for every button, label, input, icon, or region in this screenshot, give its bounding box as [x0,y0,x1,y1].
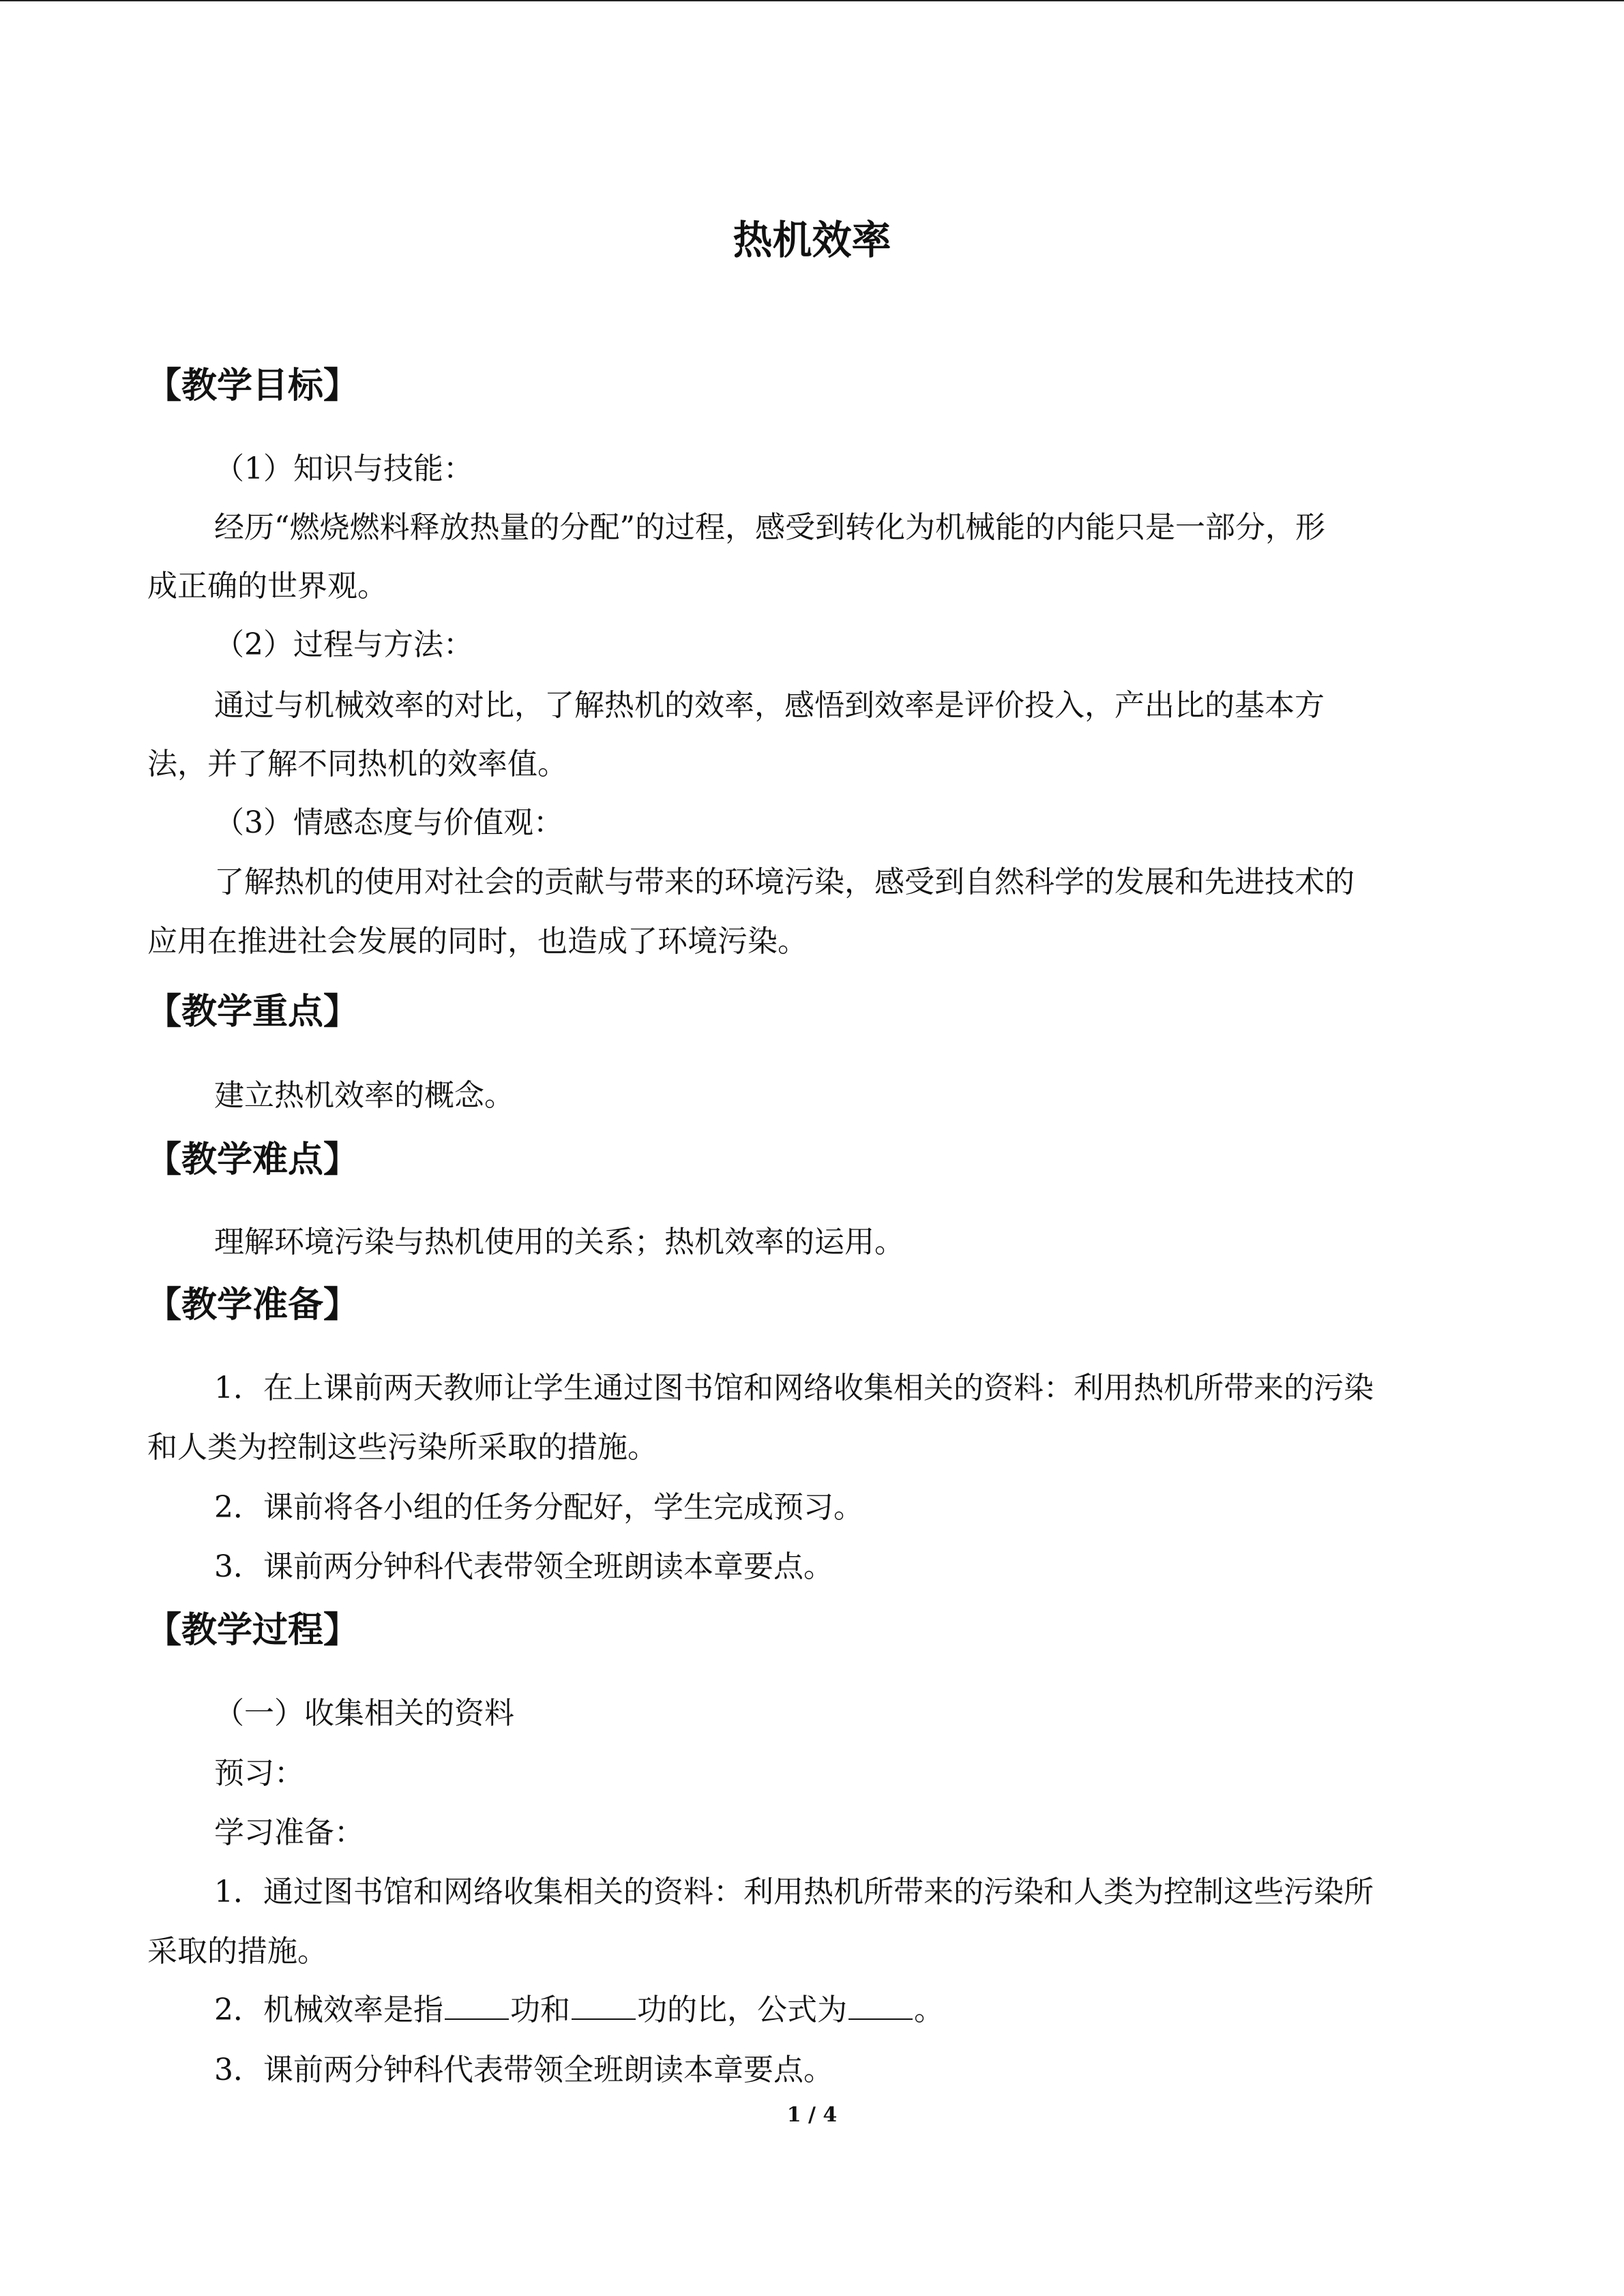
section-heading-process: 【教学过程】 [146,1610,359,1651]
fill-in-blank-3 [848,2018,913,2020]
process-item-2-text-1: 2．机械效率是指 [214,1993,443,2027]
process-item-2-text-3: 功的比，公式为 [637,1993,847,2027]
process-item-1-line-1: 1．通过图书馆和网络收集相关的资料：利用热机所带来的污染和人类为控制这些污染所 [214,1875,1374,1909]
objective-1-text-line-2: 成正确的世界观。 [147,569,387,603]
objective-3-text-line-1: 了解热机的使用对社会的贡献与带来的环境污染，感受到自然科学的发展和先进技术的 [214,865,1355,899]
process-item-1-line-2: 采取的措施。 [147,1934,327,1969]
fill-in-blank-1 [445,2018,509,2020]
objective-1-text-line-1: 经历“燃烧燃料释放热量的分配”的过程，感受到转化为机械能的内能只是一部分，形 [214,510,1325,545]
preparation-item-1-line-2: 和人类为控制这些污染所采取的措施。 [147,1430,658,1465]
section-heading-objectives: 【教学目标】 [146,366,359,406]
key-points-text: 建立热机效率的概念。 [214,1078,514,1113]
objective-2-label: （2）过程与方法： [214,627,473,662]
objective-1-label: （1）知识与技能： [214,451,473,486]
process-item-2-text-2: 功和 [510,1993,570,2027]
preparation-item-3: 3．课前两分钟科代表带领全班朗读本章要点。 [214,1549,833,1584]
objective-2-text-line-2: 法，并了解不同热机的效率值。 [147,747,567,781]
process-subheading-1: （一）收集相关的资料 [214,1696,514,1731]
fill-in-blank-2 [572,2018,636,2020]
process-item-2-text-4: 。 [914,1993,944,2027]
page-number: 1 / 4 [786,2103,838,2127]
process-preview-label: 预习： [214,1756,304,1791]
objective-3-label: （3）情感态度与价值观： [214,805,563,840]
preparation-item-2: 2．课前将各小组的任务分配好，学生完成预习。 [214,1490,863,1525]
section-heading-key-points: 【教学重点】 [146,992,359,1032]
preparation-item-1-line-1: 1．在上课前两天教师让学生通过图书馆和网络收集相关的资料：利用热机所带来的污染 [214,1371,1374,1405]
section-heading-preparation: 【教学准备】 [146,1285,359,1326]
process-item-3: 3．课前两分钟科代表带领全班朗读本章要点。 [214,2053,833,2087]
page-top-border [0,0,1624,1]
document-title: 热机效率 [733,217,891,263]
process-study-prep-label: 学习准备： [214,1815,364,1850]
objective-2-text-line-1: 通过与机械效率的对比，了解热机的效率，感悟到效率是评价投入，产出比的基本方 [214,688,1325,723]
objective-3-text-line-2: 应用在推进社会发展的同时，也造成了环境污染。 [147,924,808,959]
difficulties-text: 理解环境污染与热机使用的关系；热机效率的运用。 [214,1225,904,1259]
process-item-2 [214,1990,944,2031]
section-heading-difficulties: 【教学难点】 [146,1139,359,1180]
